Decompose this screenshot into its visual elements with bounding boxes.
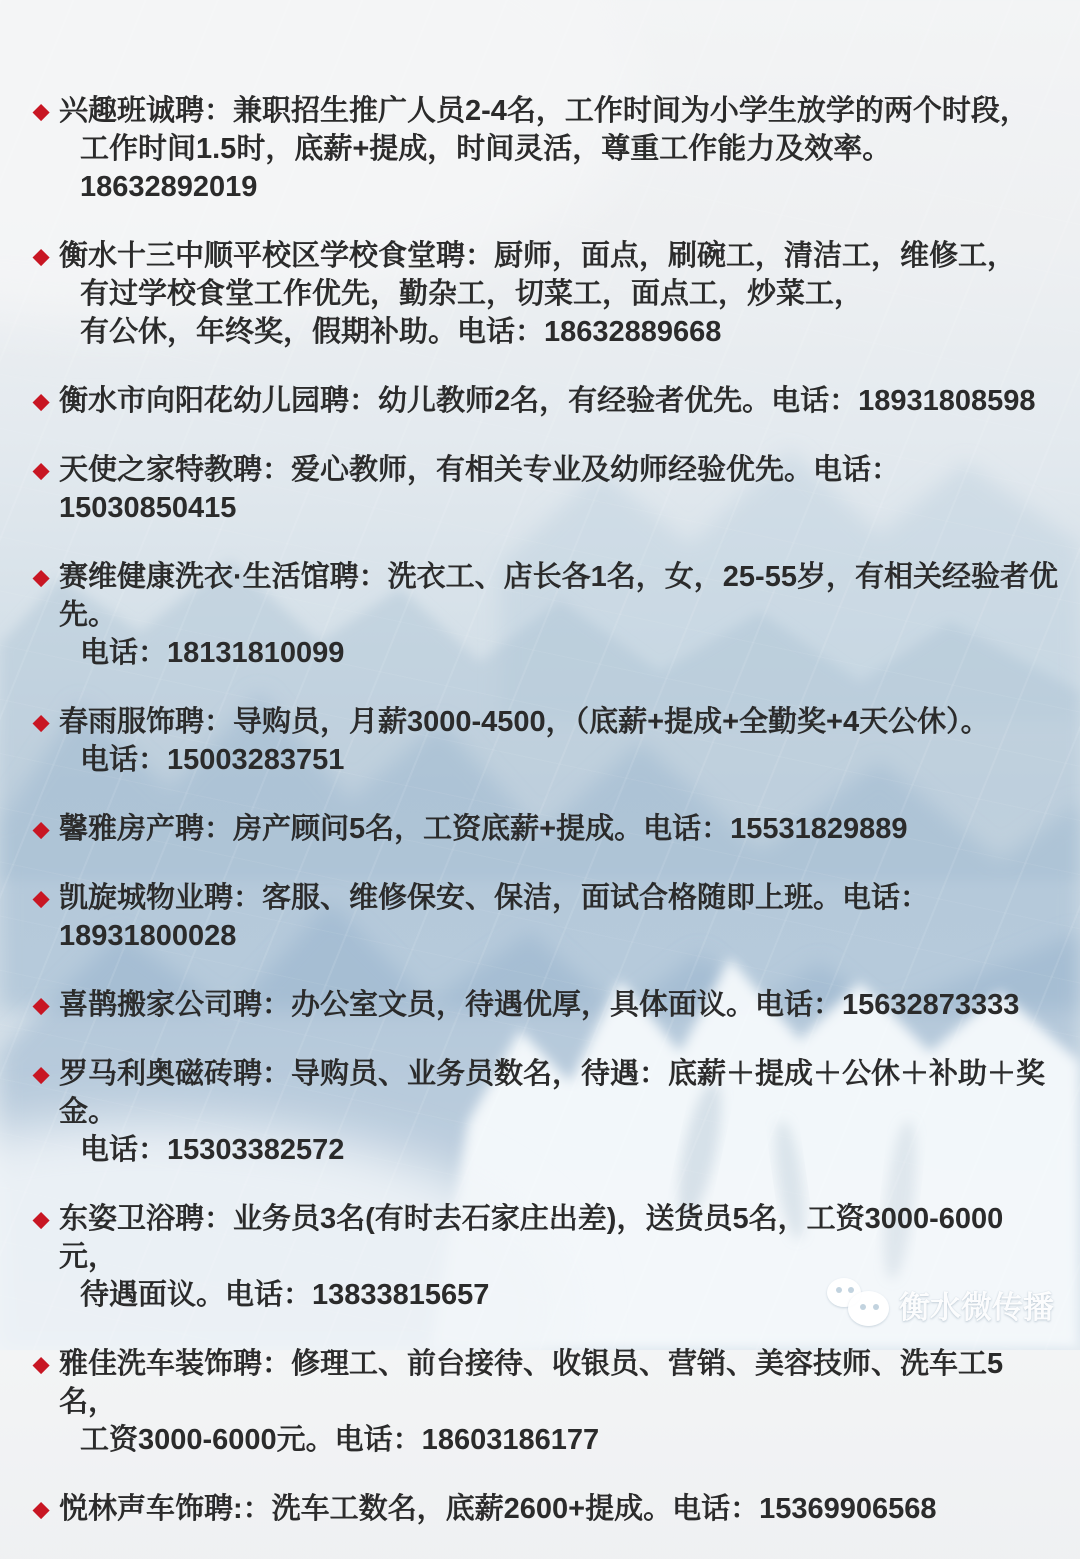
job-listing [33,703,1058,779]
job-listing [33,879,1058,955]
wechat-icon [827,1278,889,1330]
listing-line: 衡水市向阳花幼儿园聘：幼儿教师2名，有经验者优先。电话：18931808598 [59,385,1036,417]
diamond-bullet-icon: ◆ [33,994,50,1017]
listing-line: 待遇面议。电话：13833815657 [80,1279,490,1311]
job-listing [33,1345,1058,1459]
listing-line: 兴趣班诚聘：兼职招生推广人员2-4名，工作时间为小学生放学的两个时段， [59,95,1029,127]
diamond-bullet-icon: ◆ [33,245,50,268]
listing-line: 赛维健康洗衣·生活馆聘：洗衣工、店长各1名，女，25-55岁，有相关经验者优先。 [59,561,1058,631]
diamond-bullet-icon: ◆ [33,711,50,734]
job-listing [33,237,1058,351]
job-listing [33,558,1058,672]
listing-line: 雅佳洗车装饰聘：修理工、前台接待、收银员、营销、美容技师、洗车工5名， [59,1348,1004,1418]
listing-line: 天使之家特教聘：爱心教师，有相关专业及幼师经验优先。电话：15030850415 [59,454,901,524]
watermark [827,1278,1054,1330]
diamond-bullet-icon: ◆ [33,566,50,589]
listing-line: 馨雅房产聘：房产顾问5名，工资底薪+提成。电话：15531829889 [59,813,908,845]
listing-line: 电话：15303382572 [80,1134,345,1166]
job-listing [33,451,1058,527]
listing-line: 喜鹊搬家公司聘：办公室文员，待遇优厚，具体面议。电话：15632873333 [59,989,1020,1021]
listing-line: 有过学校食堂工作优先，勤杂工，切菜工，面点工，炒菜工， [80,278,864,310]
diamond-bullet-icon: ◆ [33,390,50,413]
listing-line: 有公休，年终奖，假期补助。电话：18632889668 [80,316,722,348]
watermark-label: 衡水微传播 [899,1289,1054,1325]
job-listing [33,92,1058,206]
job-listing [33,1055,1058,1169]
job-listings [33,92,1058,1559]
diamond-bullet-icon: ◆ [33,887,50,910]
diamond-bullet-icon: ◆ [33,1353,50,1376]
job-listing [33,1490,1058,1528]
listing-line: 电话：18131810099 [80,637,345,669]
listing-line: 衡水十三中顺平校区学校食堂聘：厨师，面点，刷碗工，清洁工，维修工， [59,240,1017,272]
diamond-bullet-icon: ◆ [33,1063,50,1086]
job-listing [33,382,1058,420]
diamond-bullet-icon: ◆ [33,1498,50,1521]
listing-line: 工作时间1.5时，底薪+提成，时间灵活，尊重工作能力及效率。18632892019 [80,133,892,203]
job-listing [33,986,1058,1024]
listing-line: 罗马利奥磁砖聘：导购员、业务员数名，待遇：底薪＋提成＋公休＋补助＋奖金。 [59,1058,1046,1128]
diamond-bullet-icon: ◆ [33,818,50,841]
listing-line: 东姿卫浴聘：业务员3名(有时去石家庄出差)，送货员5名，工资3000-6000元， [59,1203,1004,1273]
diamond-bullet-icon: ◆ [33,1208,50,1231]
listing-line: 凯旋城物业聘：客服、维修保安、保洁，面试合格随即上班。电话：18931800028 [59,882,930,952]
listing-line: 工资3000-6000元。电话：18603186177 [80,1424,600,1456]
listing-line: 悦林声车饰聘:：洗车工数名，底薪2600+提成。电话：15369906568 [59,1493,937,1525]
job-listing [33,810,1058,848]
diamond-bullet-icon: ◆ [33,100,50,123]
diamond-bullet-icon: ◆ [33,459,50,482]
listing-line: 春雨服饰聘：导购员，月薪3000-4500，（底薪+提成+全勤奖+4天公休）。 [59,706,990,738]
listing-line: 电话：15003283751 [80,744,345,776]
